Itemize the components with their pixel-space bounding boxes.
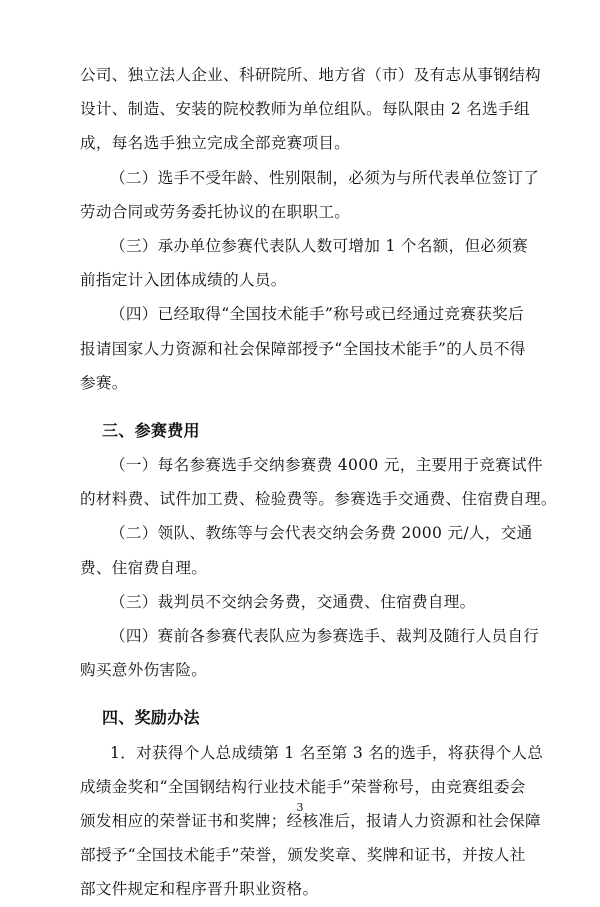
paragraph-item-2: （二）选手不受年龄、性别限制，必须为与所代表单位签订了 — [110, 168, 540, 187]
body-text-line: 购买意外伤害险。 — [80, 661, 208, 680]
paragraph-item-4: （四）赛前各参赛代表队应为参赛选手、裁判及随行人员自行 — [110, 627, 540, 645]
body-text-line: 费、住宿费自理。 — [80, 558, 208, 577]
paragraph-item-1: 1．对获得个人总成绩第 1 名至第 3 名的选手，将获得个人总 — [110, 743, 544, 762]
body-text-line: 的材料费、试件加工费、检验费等。参赛选手交通费、住宿费自理。 — [80, 490, 557, 509]
paragraph-item-4: （四）已经取得“全国技术能手”称号或已经通过竞赛获奖后 — [110, 305, 524, 324]
section-heading-fees: 三、参赛费用 — [102, 420, 200, 440]
body-text-line: 公司、独立法人企业、科研院所、地方省（市）及有志从事钢结构 — [80, 66, 541, 84]
body-text-line: 成，每名选手独立完成全部竞赛项目。 — [80, 134, 351, 153]
paragraph-item-3: （三）裁判员不交纳会务费，交通费、住宿费自理。 — [110, 592, 476, 611]
section-spacer — [80, 400, 520, 414]
body-text-line: 劳动合同或劳务委托协议的在职职工。 — [80, 202, 351, 221]
document-body — [80, 58, 557, 907]
body-text-line: 成绩金奖和“全国钢结构行业技术能手”荣誉称号，由竞赛组委会 — [80, 777, 526, 796]
section-spacer — [80, 687, 520, 701]
paragraph-item-1: （一）每名参赛选手交纳参赛费 4000 元，主要用于竞赛试件 — [110, 456, 543, 475]
body-text-line: 颁发相应的荣誉证书和奖牌；经核准后，报请人力资源和社会保障 — [80, 811, 541, 830]
page-number: 3 — [296, 801, 304, 814]
body-text-line: 部授予“全国技术能手”荣誉，颁发奖章、奖牌和证书，并按人社 — [80, 846, 526, 865]
body-text-line: 参赛。 — [80, 373, 128, 392]
section-heading-awards: 四、奖励办法 — [102, 708, 200, 728]
body-text-line: 报请国家人力资源和社会保障部授予“全国技术能手”的人员不得 — [80, 339, 526, 358]
body-text-line: 前指定计入团体成绩的人员。 — [80, 271, 287, 290]
body-text-line: 设计、制造、安装的院校教师为单位组队。每队限由 2 名选手组 — [80, 100, 530, 119]
body-text-line: 部文件规定和程序晋升职业资格。 — [80, 880, 319, 899]
paragraph-item-2: （二）领队、教练等与会代表交纳会务费 2000 元/人，交通 — [110, 524, 533, 543]
paragraph-item-3: （三）承办单位参赛代表队人数可增加 1 个名额，但必须赛 — [110, 236, 529, 255]
